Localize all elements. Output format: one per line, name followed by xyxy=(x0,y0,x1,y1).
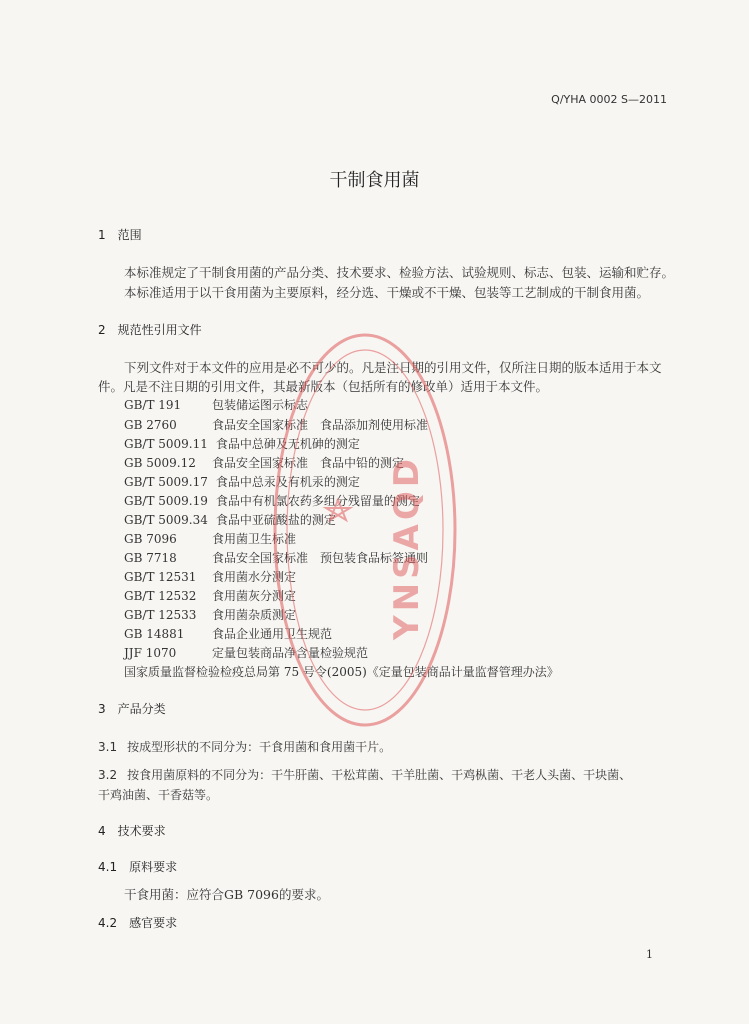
clause-title: 感官要求 xyxy=(129,916,178,930)
reference-name: 食用菌水分测定 xyxy=(212,570,297,584)
document-title: 干制食用菌 xyxy=(329,170,420,191)
reference-code: GB 5009.12 xyxy=(124,456,196,470)
section-number: 2 xyxy=(98,323,106,337)
clause-number: 3.2 xyxy=(98,768,118,782)
section-4-heading xyxy=(98,822,166,839)
reference-code: GB 7718 xyxy=(124,551,177,565)
clause-text: 按成型形状的不同分为：干食用菌和食用菌干片。 xyxy=(127,740,392,754)
clause-3-1 xyxy=(98,738,391,755)
reference-code: JJF 1070 xyxy=(124,646,177,660)
standard-code: Q/YHA 0002 S—2011 xyxy=(551,93,667,106)
section-2-heading xyxy=(98,321,202,338)
paragraph: 件。凡是不注日期的引用文件，其最新版本（包括所有的修改单）适用于本文件。 xyxy=(98,379,549,394)
reference-code: GB/T 12533 xyxy=(124,608,197,622)
reference-name: 食品安全国家标准 食品中铅的测定 xyxy=(212,456,405,470)
section-number: 1 xyxy=(98,228,106,242)
seal-inner-text: YNSAQD xyxy=(387,454,427,640)
reference-code: GB/T 191 xyxy=(124,398,182,412)
section-title: 范围 xyxy=(117,228,142,242)
section-number: 4 xyxy=(98,824,106,838)
clause-number: 4.2 xyxy=(98,916,118,930)
section-title: 技术要求 xyxy=(117,824,166,838)
reference-code: GB/T 5009.11 xyxy=(124,437,208,451)
seal-outer-ring xyxy=(275,335,455,725)
reference-code: GB/T 5009.17 xyxy=(124,475,208,489)
reference-name: 食品中亚硫酸盐的测定 xyxy=(215,513,336,527)
reference-code: GB/T 12531 xyxy=(124,570,197,584)
reference-name: 食用菌杂质测定 xyxy=(212,608,297,622)
clause-4-2-heading xyxy=(98,914,177,931)
section-title: 产品分类 xyxy=(117,702,166,716)
paragraph: 干食用菌：应符合GB 7096的要求。 xyxy=(124,887,329,902)
reference-name: 食品中总砷及无机砷的测定 xyxy=(215,437,360,451)
clause-3-2-continued: 干鸡油菌、干香菇等。 xyxy=(98,788,219,802)
reference-name: 定量包装商品净含量检验规范 xyxy=(212,646,369,660)
reference-name: 食品中有机氯农药多组分残留量的测定 xyxy=(215,494,420,508)
reference-name: 食品安全国家标准 预包装食品标签通则 xyxy=(212,551,429,565)
clause-number: 3.1 xyxy=(98,740,118,754)
reference-code: GB/T 5009.19 xyxy=(124,494,208,508)
section-3-heading xyxy=(98,700,166,717)
section-number: 3 xyxy=(98,702,106,716)
reference-name: 食品安全国家标准 食品添加剂使用标准 xyxy=(212,418,429,432)
reference-code: GB 7096 xyxy=(124,532,177,546)
clause-text: 按食用菌原料的不同分为：干牛肝菌、干松茸菌、干羊肚菌、干鸡枞菌、干老人头菌、干块菌、 xyxy=(127,768,632,782)
clause-title: 原料要求 xyxy=(129,860,178,874)
reference-code: GB 2760 xyxy=(124,418,177,432)
reference-name: 食用菌卫生标准 xyxy=(212,532,297,546)
paragraph: 下列文件对于本文件的应用是必不可少的。凡是注日期的引用文件，仅所注日期的版本适用于本文 xyxy=(124,360,662,375)
reference-code: GB 14881 xyxy=(124,627,185,641)
paragraph: 本标准规定了干制食用菌的产品分类、技术要求、检验方法、试验规则、标志、包装、运输和贮存。 xyxy=(124,265,675,280)
reference-name: 食品企业通用卫生规范 xyxy=(212,627,333,641)
reference-item-regulation: 国家质量监督检验检疫总局第 75 号令(2005)《定量包装商品计量监督管理办法》 xyxy=(124,665,559,679)
paragraph: 本标准适用于以干食用菌为主要原料，经分选、干燥或不干燥、包装等工艺制成的干制食用菌。 xyxy=(124,285,650,300)
section-title: 规范性引用文件 xyxy=(117,323,202,337)
section-1-heading xyxy=(98,226,142,243)
clause-number: 4.1 xyxy=(98,860,118,874)
official-seal xyxy=(270,320,470,740)
clause-3-2 xyxy=(98,766,631,783)
reference-name: 食品中总汞及有机汞的测定 xyxy=(215,475,360,489)
seal-star-icon xyxy=(326,500,350,520)
reference-code: GB/T 5009.34 xyxy=(124,513,208,527)
page-number: 1 xyxy=(646,948,653,961)
clause-4-1-heading xyxy=(98,858,177,875)
reference-name: 包装储运图示标志 xyxy=(212,398,309,412)
reference-name: 食用菌灰分测定 xyxy=(212,589,297,603)
reference-code: GB/T 12532 xyxy=(124,589,197,603)
